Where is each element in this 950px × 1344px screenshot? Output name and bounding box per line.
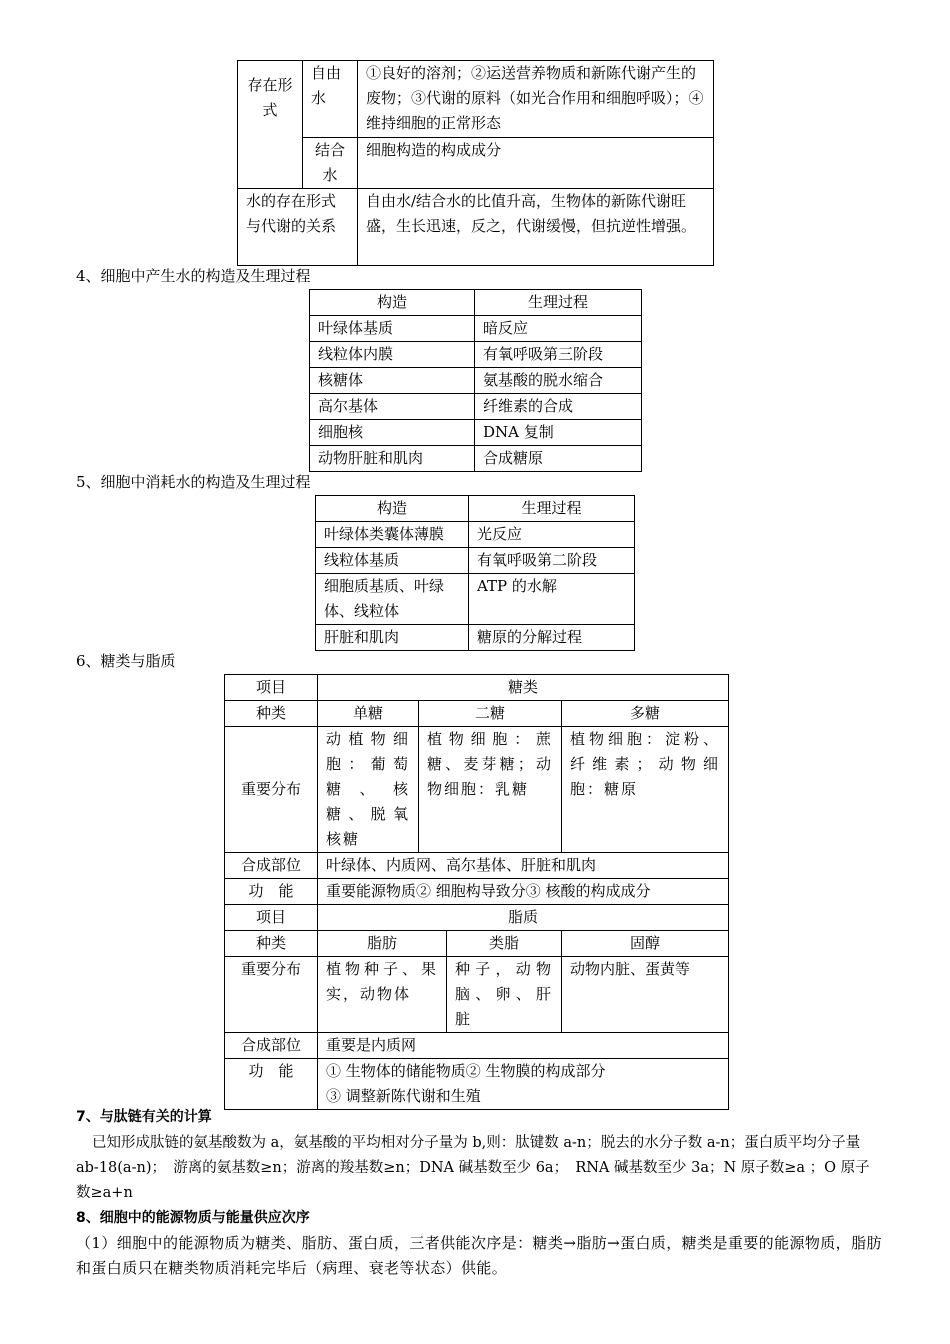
table-cell: ATP 的水解: [469, 574, 635, 625]
free-water-desc: ①良好的溶剂；②运送营养物质和新陈代谢产生的废物；③代谢的原料（如光合作用和细胞呼吸）；④维持细胞的正常形态: [366, 64, 704, 132]
table-cell: 细胞质基质、叶绿体、线粒体: [316, 574, 469, 625]
dist-label: 重要分布: [225, 957, 318, 1033]
water-forms-table: [237, 60, 714, 266]
table-cell: 线粒体内膜: [310, 342, 475, 368]
water-consumption-table: [315, 495, 635, 651]
kind-fat: 脂肪: [318, 931, 447, 957]
table-cell: DNA 复制: [475, 420, 642, 446]
free-water-desc-cell: [358, 61, 714, 138]
dist-polysaccharide: 植物细胞：淀粉、纤维素；动物细胞：糖原: [562, 727, 729, 853]
dist-disaccharide: 植物细胞：蔗糖、麦芽糖；动物细胞：乳糖: [419, 727, 562, 853]
kind-monosaccharide: 单糖: [318, 701, 419, 727]
kind-label: 种类: [225, 931, 318, 957]
dist-monosaccharide: 动植物细胞：葡萄糖、核糖、脱氧核糖: [318, 727, 419, 853]
sugar-function: 重要能源物质② 细胞构导致分③ 核酸的构成成分: [318, 879, 729, 905]
table-cell: 叶绿体类囊体薄膜: [316, 522, 469, 548]
relation-label: 水的存在形式与代谢的关系: [246, 192, 337, 235]
bound-water-desc-cell: [358, 138, 714, 189]
free-water-label-cell: [303, 61, 358, 138]
dist-label: 重要分布: [225, 727, 318, 853]
relation-desc: 自由水/结合水的比值升高，生物体的新陈代谢旺盛，生长迅速，反之，代谢缓慢，但抗逆性增强。: [366, 192, 697, 235]
table-cell: 暗反应: [475, 316, 642, 342]
section5-title: 5、细胞中消耗水的构造及生理过程: [76, 473, 311, 491]
table-cell: 叶绿体基质: [310, 316, 475, 342]
section8-title: 8、细胞中的能源物质与能量供应次序: [76, 1210, 310, 1226]
table-cell: 纤维素的合成: [475, 394, 642, 420]
table-header: 构造: [310, 290, 475, 316]
dist-fat: 植物种子、果实，动物体: [318, 957, 447, 1033]
water-production-table: [309, 289, 642, 472]
form-label-cell: [238, 61, 303, 189]
bound-water-desc: 细胞构造的构成成分: [366, 141, 502, 159]
table-cell: 有氧呼吸第二阶段: [469, 548, 635, 574]
dist-lipoid: 种子，动物脑、卵、肝脏: [447, 957, 562, 1033]
table-cell: 氨基酸的脱水缩合: [475, 368, 642, 394]
form-label: 存在形式: [247, 76, 293, 119]
lipid-header: 脂质: [318, 905, 729, 931]
table-header: 生理过程: [469, 496, 635, 522]
lipid-function-line: ③ 调整新陈代谢和生殖: [326, 1087, 481, 1105]
relation-desc-cell: [358, 189, 714, 266]
kind-disaccharide: 二糖: [419, 701, 562, 727]
kind-label: 种类: [225, 701, 318, 727]
free-water-label: 自由水: [311, 64, 342, 107]
section6-title: 6、糖类与脂质: [76, 652, 176, 670]
section7-body: 已知形成肽链的氨基酸数为 a，氨基酸的平均相对分子量为 b,则：肽键数 a-n；脱去的水分子数 a-n；蛋白质平均分子量 ab-18(a-n)； 游离的氨基数≥n；游离的羧基数≥n；DNA 碱基数至少 6a； RNA 碱基数至少 3a；N 原子数≥a ；O 原子数≥a+n: [76, 1135, 870, 1201]
table-cell: 合成糖原: [475, 446, 642, 472]
table-cell: 糖原的分解过程: [469, 625, 635, 651]
sugar-header: 糖类: [318, 675, 729, 701]
item-label: 项目: [225, 675, 318, 701]
table-cell: 线粒体基质: [316, 548, 469, 574]
lipid-function-line: ① 生物体的储能物质② 生物膜的构成部分: [326, 1062, 606, 1080]
table-cell: 高尔基体: [310, 394, 475, 420]
kind-sterol: 固醇: [562, 931, 729, 957]
lipid-function: [318, 1059, 729, 1110]
table-header: 构造: [316, 496, 469, 522]
section7-title: 7、与肽链有关的计算: [76, 1109, 212, 1125]
table-cell: 核糖体: [310, 368, 475, 394]
bound-water-label: 结合水: [314, 141, 345, 184]
kind-lipoid: 类脂: [447, 931, 562, 957]
section8-body: （1）细胞中的能源物质为糖类、脂肪、蛋白质，三者供能次序是：糖类→脂肪→蛋白质，糖类是重要的能源物质，脂肪和蛋白质只在糖类物质消耗完毕后（病理、衰老等状态）供能。: [76, 1234, 882, 1277]
function-label: 功 能: [225, 1059, 318, 1110]
site-label: 合成部位: [225, 1033, 318, 1059]
item-label: 项目: [225, 905, 318, 931]
table-cell: 动物肝脏和肌肉: [310, 446, 475, 472]
table-cell: 光反应: [469, 522, 635, 548]
section4-title: 4、细胞中产生水的构造及生理过程: [76, 267, 311, 285]
bound-water-label-cell: [303, 138, 358, 189]
relation-label-cell: [238, 189, 358, 266]
dist-sterol: 动物内脏、蛋黄等: [562, 957, 729, 1033]
kind-polysaccharide: 多糖: [562, 701, 729, 727]
lipid-site: 重要是内质网: [318, 1033, 729, 1059]
table-cell: 有氧呼吸第三阶段: [475, 342, 642, 368]
table-cell: 肝脏和肌肉: [316, 625, 469, 651]
sugar-site: 叶绿体、内质网、高尔基体、肝脏和肌肉: [318, 853, 729, 879]
site-label: 合成部位: [225, 853, 318, 879]
table-cell: 细胞核: [310, 420, 475, 446]
sugar-lipid-table: [224, 674, 729, 1110]
function-label: 功 能: [225, 879, 318, 905]
table-header: 生理过程: [475, 290, 642, 316]
